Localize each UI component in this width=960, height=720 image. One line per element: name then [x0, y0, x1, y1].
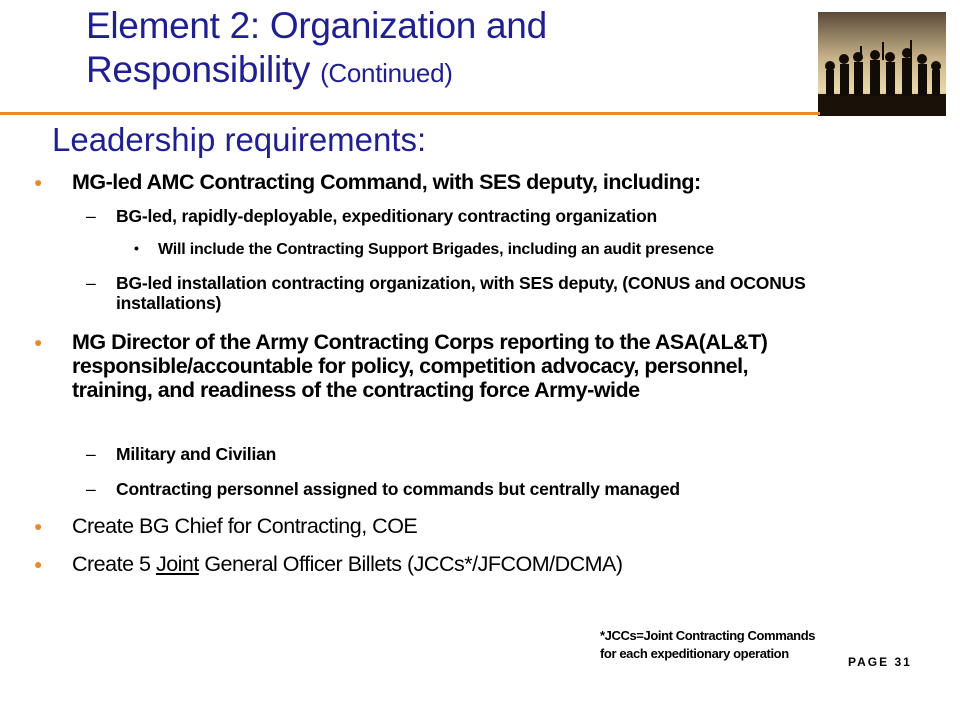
title-line-1: Element 2: Organization and — [86, 5, 547, 46]
bullet-3 — [34, 514, 872, 538]
orange-divider — [0, 112, 820, 115]
dot-icon: • — [134, 240, 139, 256]
bullet-4 — [34, 552, 872, 576]
bullet-2 — [34, 330, 832, 402]
footnote-line-2: for each expeditionary operation — [600, 646, 789, 661]
bullet-1-sub-1-sub-1 — [134, 240, 878, 259]
bullet-2-sub-2-text: Contracting personnel assigned to commands but centrally managed — [116, 479, 680, 499]
dash-icon: – — [86, 444, 96, 464]
dash-icon: – — [86, 206, 96, 226]
bullet-3-text: Create BG Chief for Contracting, COE — [72, 514, 418, 538]
page-number: PAGE 31 — [848, 655, 912, 669]
slide-title — [86, 4, 786, 95]
title-line-2 — [86, 48, 786, 95]
title-continued: (Continued) — [320, 58, 453, 88]
bullet-4-text-before: Create 5 — [72, 552, 156, 576]
bullet-1 — [34, 170, 872, 194]
orange-dot-icon: ● — [34, 518, 42, 534]
bullet-1-text: MG-led AMC Contracting Command, with SES deputy, including: — [72, 170, 701, 194]
bullet-1-sub-1-text: BG-led, rapidly-deployable, expeditionary contracting organization — [116, 206, 658, 226]
bullet-1-sub-2-text: BG-led installation contracting organization, with SES deputy, (CONUS and OCONUS installations) — [116, 273, 806, 313]
bullet-4-text-after: General Officer Billets (JCCs*/JFCOM/DCMA) — [198, 552, 623, 576]
dash-icon: – — [86, 273, 96, 293]
bullet-1-sub-1 — [86, 206, 876, 226]
orange-dot-icon: ● — [34, 334, 42, 350]
footnote-line-1: *JCCs=Joint Contracting Commands — [600, 628, 816, 643]
soldiers-silhouette-image — [818, 12, 946, 116]
bullet-2-sub-1 — [86, 444, 876, 464]
orange-dot-icon: ● — [34, 556, 42, 572]
bullet-2-text: MG Director of the Army Contracting Corps reporting to the ASA(AL&T) responsible/accountable for policy, competition advocacy, personnel, training, and readiness of the contracting force Army-wide — [72, 330, 768, 402]
dash-icon: – — [86, 479, 96, 499]
bullet-2-sub-1-text: Military and Civilian — [116, 444, 277, 464]
bullet-4-underlined: Joint — [155, 552, 199, 576]
orange-dot-icon: ● — [34, 174, 42, 190]
bullet-1-sub-1-sub-1-text: Will include the Contracting Support Brigades, including an audit presence — [158, 241, 714, 258]
bullet-2-sub-2 — [86, 479, 876, 499]
section-subtitle: Leadership requirements: — [52, 121, 427, 158]
title-main: Responsibility — [86, 49, 311, 90]
bullet-1-sub-2 — [86, 273, 876, 313]
